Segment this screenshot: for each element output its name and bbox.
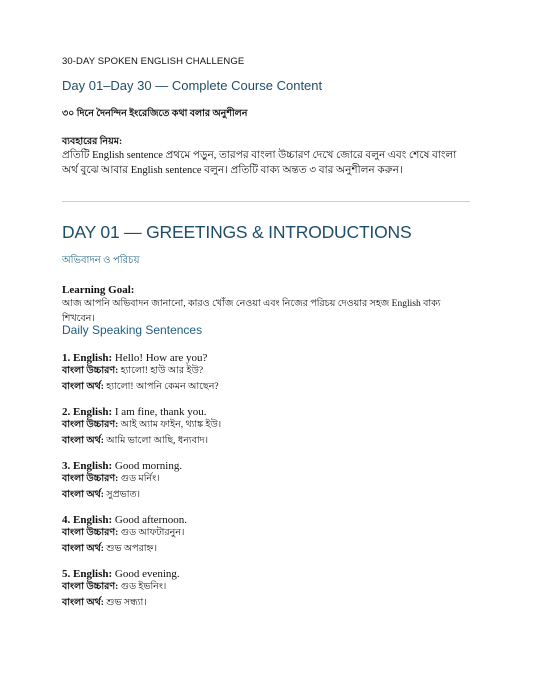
sentence-english-line — [62, 459, 472, 473]
sentence-item — [62, 351, 472, 394]
pronunciation-label: বাংলা উচ্চারণ: — [62, 366, 119, 376]
pronunciation-label: বাংলা উচ্চারণ: — [62, 528, 119, 538]
sentence-number: 2. — [62, 406, 71, 418]
pronunciation-label: বাংলা উচ্চারণ: — [62, 474, 119, 484]
sentence-number: 1. — [62, 352, 71, 364]
english-label: English: — [73, 352, 113, 364]
meaning-label: বাংলা অর্থ: — [62, 598, 104, 608]
sentence-meaning-line — [62, 489, 472, 502]
sentence-item — [62, 405, 472, 448]
sentence-meaning-line — [62, 435, 472, 448]
sentence-english-line — [62, 405, 472, 419]
sentence-pronunciation-line — [62, 527, 472, 540]
english-label: English: — [73, 406, 113, 418]
sentence-english-line — [62, 513, 472, 527]
sentence-english: Hello! How are you? — [114, 352, 208, 364]
sentence-pronunciation-line — [62, 581, 472, 594]
sentence-english: I am fine, thank you. — [114, 406, 207, 418]
day-title: DAY 01 — GREETINGS & INTRODUCTIONS — [62, 222, 412, 242]
pronunciation-label: বাংলা উচ্চারণ: — [62, 420, 119, 430]
sentence-pronunciation-line — [62, 473, 472, 486]
course-subtitle: Day 01–Day 30 — Complete Course Content — [62, 78, 323, 93]
rules-body: প্রতিটি English sentence প্রথমে পড়ুন, তারপর বাংলা উচ্চারণ দেখে জোরে বলুন এবং শেষে বাংলা অর্থ বুঝে আবার English sentence বলুন। প্রতিটি বাক্য অন্তত ৩ বার অনুশীলন করুন। — [62, 150, 457, 176]
meaning-label: বাংলা অর্থ: — [62, 382, 104, 392]
sentence-english: Good evening. — [114, 568, 180, 580]
sentence-meaning: শুভ অপরাহ্ন। — [106, 544, 158, 554]
sentence-pronunciation: গুড আফটারনুন। — [120, 528, 185, 538]
course-tagline: ৩০ দিনে দৈনন্দিন ইংরেজিতে কথা বলার অনুশীলন — [62, 109, 248, 119]
english-label: English: — [73, 568, 113, 580]
sentence-meaning: সুপ্রভাত। — [106, 490, 140, 500]
sentence-item — [62, 567, 472, 610]
sentence-pronunciation: হ্যালো! হাউ আর ইউ? — [120, 366, 204, 376]
sentence-item — [62, 513, 472, 556]
sentence-pronunciation-line — [62, 419, 472, 432]
day-subtitle: অভিবাদন ও পরিচয় — [62, 255, 140, 266]
sentence-meaning-line — [62, 381, 472, 394]
sentence-meaning: আমি ভালো আছি, ধন্যবাদ। — [106, 436, 209, 446]
sentence-meaning-line — [62, 597, 472, 610]
english-label: English: — [73, 460, 113, 472]
sentence-number: 5. — [62, 568, 71, 580]
sentence-english-line — [62, 567, 472, 581]
meaning-label: বাংলা অর্থ: — [62, 544, 104, 554]
sentence-english: Good afternoon. — [114, 514, 187, 526]
sentence-number: 3. — [62, 460, 71, 472]
meaning-label: বাংলা অর্থ: — [62, 490, 104, 500]
sentence-meaning-line — [62, 543, 472, 556]
sentence-pronunciation-line — [62, 365, 472, 378]
pronunciation-label: বাংলা উচ্চারণ: — [62, 582, 119, 592]
meaning-label: বাংলা অর্থ: — [62, 436, 104, 446]
sentence-item — [62, 459, 472, 502]
sentence-number: 4. — [62, 514, 71, 526]
sentence-pronunciation: গুড ইভনিং। — [120, 582, 167, 592]
english-label: English: — [73, 514, 113, 526]
rules-heading: ব্যবহারের নিয়ম: — [62, 137, 123, 147]
learning-goal-heading: Learning Goal: — [62, 284, 135, 296]
sentence-english-line — [62, 351, 472, 365]
learning-goal-body: আজ আপনি অভিবাদন জানানো, কারও খোঁজ নেওয়া এবং নিজের পরিচয় দেওয়ার সহজ English বাক্য শিখবেন। — [62, 299, 441, 324]
section-divider — [62, 201, 470, 202]
sentence-pronunciation: আই অ্যাম ফাইন, থ্যাঙ্ক ইউ। — [120, 420, 222, 430]
sentence-english: Good morning. — [114, 460, 183, 472]
sentence-pronunciation: গুড মর্নিং। — [120, 474, 160, 484]
sentence-meaning: হ্যালো! আপনি কেমন আছেন? — [106, 382, 219, 392]
course-eyebrow: 30-DAY SPOKEN ENGLISH CHALLENGE — [62, 56, 245, 67]
daily-sentences-heading: Daily Speaking Sentences — [62, 323, 203, 337]
sentence-meaning: শুভ সন্ধ্যা। — [106, 598, 147, 608]
